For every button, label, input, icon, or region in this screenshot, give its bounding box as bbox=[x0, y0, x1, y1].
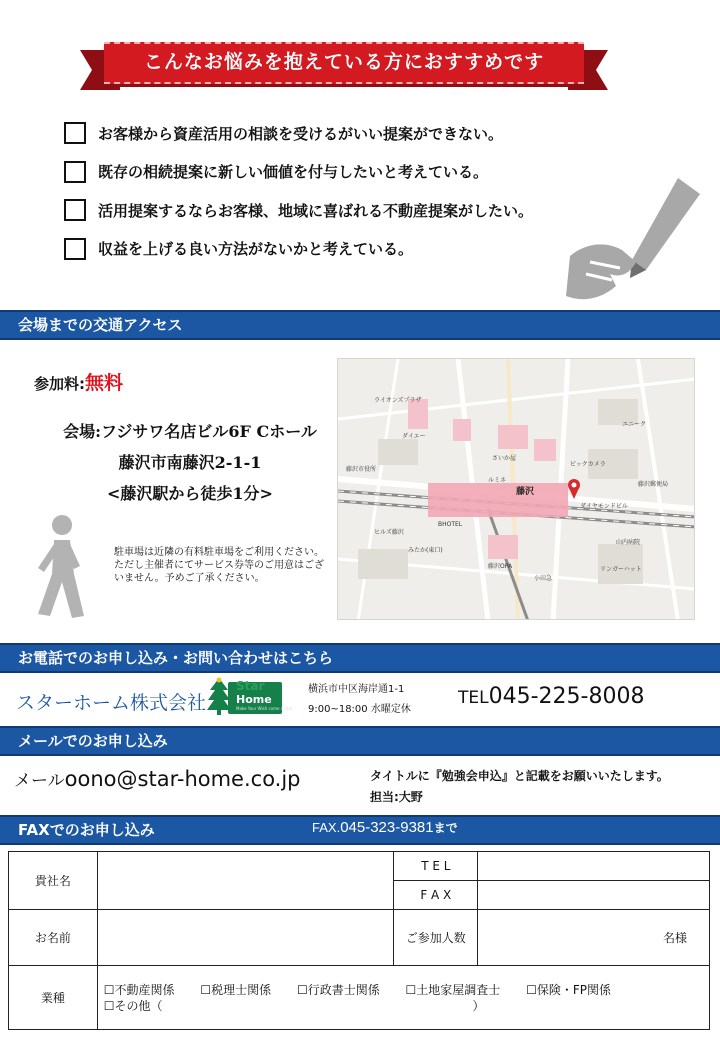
mail-header-text: メールでのお申し込み bbox=[18, 732, 168, 750]
email-address[interactable] bbox=[14, 766, 301, 791]
phone-number[interactable] bbox=[458, 684, 644, 709]
phone-section-header bbox=[0, 643, 720, 673]
tel-number: 045-225-8008 bbox=[488, 684, 645, 709]
checklist-item-text: 活用提案するならお客様、地域に喜ばれる不動産提案がしたい。 bbox=[98, 201, 534, 220]
map-place-label: 藤沢OPA bbox=[488, 563, 513, 570]
industry-option[interactable]: ☐不動産関係 bbox=[103, 982, 175, 997]
walking-person-icon bbox=[28, 512, 88, 620]
email-value: oono@star-home.co.jp bbox=[64, 767, 301, 791]
venue-address: 藤沢市南藤沢2-1-1 bbox=[118, 453, 262, 472]
company-name: スターホーム株式会社 bbox=[16, 692, 207, 714]
name-label: お名前 bbox=[9, 910, 98, 966]
map-place-label: ダイエー bbox=[402, 433, 426, 440]
attendees-label: ご参加人数 bbox=[394, 910, 478, 966]
application-form bbox=[8, 851, 710, 1030]
venue-walk-time: <藤沢駅から徒歩1分> bbox=[107, 484, 273, 503]
company-label: 貴社名 bbox=[9, 852, 98, 910]
checklist-item-text: お客様から資産活用の相談を受けるがいい提案ができない。 bbox=[98, 124, 504, 143]
venue-name: 会場:フジサワ名店ビル6F Cホール bbox=[63, 422, 317, 441]
tel-field-label: T E L bbox=[394, 852, 478, 881]
mail-section-header bbox=[0, 726, 720, 756]
banner-title: こんなお悩みを抱えている方におすすめです bbox=[143, 51, 545, 73]
map-place-label: 藤沢市役所 bbox=[346, 466, 377, 473]
map-place-label: ライオンズプラザ bbox=[374, 397, 422, 404]
checklist bbox=[64, 114, 624, 268]
fee-label: 参加料: bbox=[34, 375, 85, 393]
checklist-item-text: 既存の相続提案に新しい価値を付与したいと考えている。 bbox=[98, 163, 489, 182]
fax-label: FAX. bbox=[312, 820, 341, 835]
checkbox[interactable] bbox=[64, 238, 86, 260]
checklist-item bbox=[64, 191, 624, 230]
company-field[interactable] bbox=[97, 852, 394, 910]
checklist-item bbox=[64, 153, 624, 192]
attendees-unit: 名様 bbox=[662, 931, 687, 945]
email-label: メール bbox=[14, 771, 65, 791]
tel-label: TEL bbox=[458, 688, 489, 708]
star-home-logo bbox=[206, 676, 293, 716]
industry-option[interactable]: ☐土地家屋調査士 bbox=[405, 982, 501, 997]
fee-value: 無料 bbox=[85, 372, 124, 394]
pen-hand-icon bbox=[560, 170, 710, 305]
industry-options-row bbox=[104, 982, 709, 998]
venue-map[interactable] bbox=[337, 358, 695, 620]
map-place-label: ヒルズ藤沢 bbox=[374, 529, 404, 536]
map-place-label: BHOTEL bbox=[438, 521, 463, 528]
mail-note bbox=[370, 766, 669, 808]
fax-field-label: F A X bbox=[394, 881, 478, 910]
checkbox[interactable] bbox=[64, 199, 86, 221]
industry-other-row bbox=[104, 998, 709, 1014]
map-place-label: ルミネ bbox=[488, 477, 507, 484]
banner-ribbon bbox=[80, 38, 608, 96]
map-place-label: みたか(東口) bbox=[408, 547, 443, 554]
map-place-label: 山内病院 bbox=[616, 539, 641, 546]
business-hours: 9:00~18:00 水曜定休 bbox=[308, 704, 411, 715]
logo-text-star: Star bbox=[236, 679, 265, 693]
mail-subject-note: タイトルに『勉強会申込』と記載をお願いいたします。 bbox=[370, 769, 669, 783]
ribbon-band bbox=[104, 42, 584, 84]
venue-info bbox=[40, 416, 340, 509]
industry-options bbox=[97, 966, 709, 1030]
fax-header-text: FAXでのお申し込み bbox=[18, 821, 155, 839]
industry-option[interactable]: ☐税理士関係 bbox=[200, 982, 272, 997]
company-address bbox=[308, 680, 411, 720]
checklist-item bbox=[64, 114, 624, 153]
parking-note: 駐車場は近隣の有料駐車場をご利用ください。ただし主催者にてサービス券等のご用意はございません。予めご了承ください。 bbox=[114, 547, 324, 584]
map-place-label: ダイヤモンドビル bbox=[580, 503, 628, 510]
map-place-label: ビックカメラ bbox=[570, 461, 606, 468]
industry-label: 業種 bbox=[9, 966, 98, 1030]
map-place-label: リンガーハット bbox=[600, 566, 642, 573]
table-row bbox=[9, 966, 710, 1030]
table-row bbox=[9, 852, 710, 881]
mail-contact-person: 担当:大野 bbox=[370, 790, 423, 804]
map-station-label: 藤沢 bbox=[516, 487, 535, 497]
name-field[interactable] bbox=[97, 910, 394, 966]
logo-tagline: Make Your Wish come a Star bbox=[236, 706, 293, 711]
map-place-label: 藤沢郵便局 bbox=[638, 481, 669, 488]
map-place-label: さいか屋 bbox=[492, 455, 517, 462]
phone-header-text: お電話でのお申し込み・お問い合わせはこちら bbox=[18, 649, 334, 667]
fax-suffix: まで bbox=[433, 821, 458, 835]
access-section-header bbox=[0, 310, 720, 340]
participation-fee bbox=[34, 368, 123, 395]
industry-option[interactable]: ☐行政書士関係 bbox=[296, 982, 380, 997]
logo-text-home: Home bbox=[236, 693, 272, 706]
industry-option[interactable]: ☐保険・FP関係 bbox=[526, 982, 612, 997]
industry-option-other[interactable]: ☐その他（ bbox=[103, 998, 163, 1013]
checkbox[interactable] bbox=[64, 122, 86, 144]
map-place-label: 小田急 bbox=[534, 575, 553, 582]
table-row bbox=[9, 910, 710, 966]
access-header-text: 会場までの交通アクセス bbox=[18, 316, 183, 334]
checklist-item bbox=[64, 230, 624, 269]
address-line: 横浜市中区海岸通1-1 bbox=[308, 684, 405, 695]
map-place-label: ユニーク bbox=[622, 421, 647, 428]
checklist-item-text: 収益を上げる良い方法がないかと考えている。 bbox=[98, 240, 414, 259]
fax-number bbox=[312, 819, 458, 836]
fax-field[interactable] bbox=[478, 881, 710, 910]
tel-field[interactable] bbox=[478, 852, 710, 881]
industry-other-close: ） bbox=[472, 998, 485, 1013]
fax-number-value: 045-323-9381 bbox=[340, 819, 434, 836]
attendees-field[interactable] bbox=[478, 910, 710, 966]
checkbox[interactable] bbox=[64, 161, 86, 183]
